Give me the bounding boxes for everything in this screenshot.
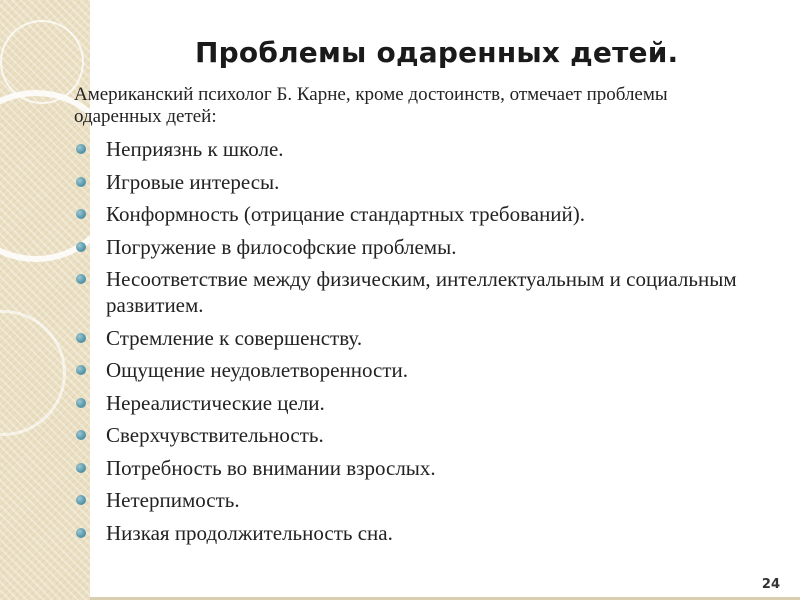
- bullet-text: Ощущение неудовлетворенности.: [106, 358, 408, 382]
- bullet-item: [74, 136, 754, 162]
- bullet-text: Конформность (отрицание стандартных требований).: [106, 202, 586, 226]
- bullet-dot-icon: [76, 528, 86, 538]
- bullet-dot-icon: [76, 274, 86, 284]
- bullet-item: [74, 234, 754, 260]
- bullet-dot-icon: [76, 495, 86, 505]
- bullet-item: [74, 266, 754, 318]
- bullet-dot-icon: [76, 333, 86, 343]
- bullet-item: [74, 201, 754, 227]
- intro-text: Американский психолог Б. Карне, кроме достоинств, отмечает проблемы одаренных детей:: [74, 84, 668, 127]
- bullet-list: [74, 136, 754, 552]
- bullet-item: [74, 390, 754, 416]
- bullet-dot-icon: [76, 242, 86, 252]
- bullet-text: Неприязнь к школе.: [106, 137, 284, 161]
- bullet-item: [74, 325, 754, 351]
- page-number: 24: [761, 577, 780, 592]
- bullet-dot-icon: [76, 398, 86, 408]
- bullet-item: [74, 357, 754, 383]
- bullet-text: Низкая продолжительность сна.: [106, 520, 393, 545]
- bullet-dot-icon: [76, 177, 86, 187]
- bullet-item: [74, 422, 754, 448]
- bullet-item: [74, 455, 754, 481]
- bullet-item: [74, 169, 754, 195]
- top-band: [90, 0, 800, 30]
- bullet-dot-icon: [76, 430, 86, 440]
- bullet-text: Несоответствие между физическим, интеллектуальным и социальным развитием.: [106, 267, 737, 317]
- bullet-dot-icon: [76, 365, 86, 375]
- bullet-text: Потребность во внимании взрослых.: [106, 455, 436, 480]
- bullet-text: Игровые интересы.: [106, 169, 280, 194]
- bullet-text: Нереалистические цели.: [106, 390, 325, 415]
- bullet-dot-icon: [76, 144, 86, 154]
- bullet-item: [74, 520, 754, 546]
- bullet-dot-icon: [76, 463, 86, 473]
- bullet-dot-icon: [76, 209, 86, 219]
- bullet-item: [74, 487, 754, 513]
- bullet-text: Стремление к совершенству.: [106, 325, 363, 350]
- bullet-text: Нетерпимость.: [106, 488, 240, 512]
- slide-title: Проблемы одаренных детей.: [195, 36, 679, 69]
- bullet-text: Погружение в философские проблемы.: [106, 234, 457, 259]
- bullet-text: Сверхчувствительность.: [106, 423, 324, 447]
- decorative-circle-ring: [0, 310, 66, 436]
